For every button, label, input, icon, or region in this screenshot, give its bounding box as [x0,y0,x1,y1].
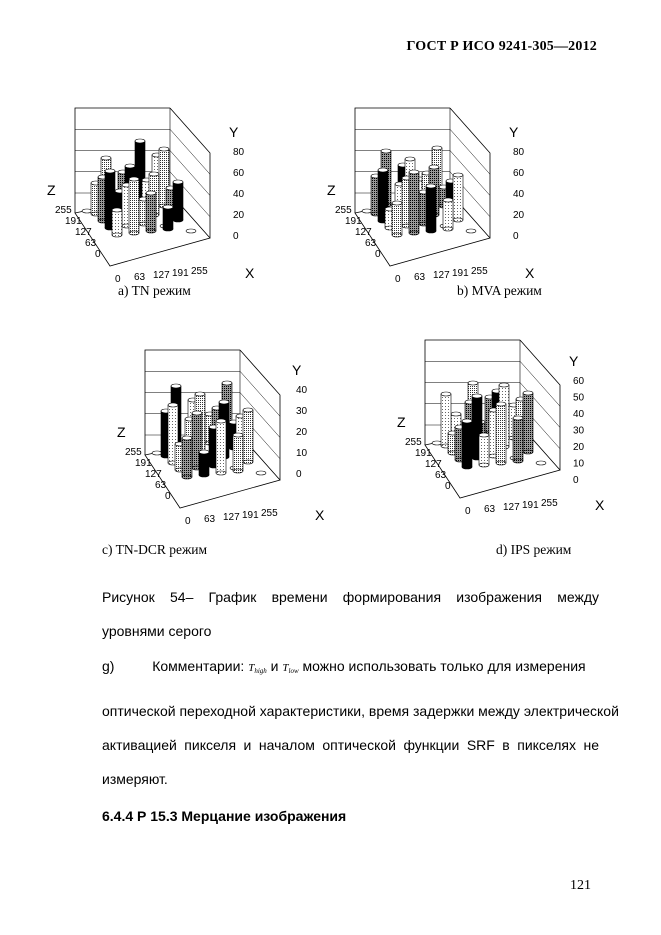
comment-lead: Комментарии: [152,658,245,674]
figure-caption-line2: уровнями серого [102,623,212,639]
y-tick-label: 40 [573,409,585,420]
z-tick-label: 127 [355,227,372,238]
x-tick-label: 191 [522,500,539,511]
z-tick-label: 127 [425,459,442,470]
x-tick-label: 63 [204,514,216,525]
x-tick-label: 127 [153,270,170,281]
t-low: Tlow [282,662,299,675]
z-tick-label: 191 [345,216,362,227]
y-tick-label: 80 [513,147,525,158]
t-high: Thigh [248,662,267,675]
x-tick-label: 127 [503,502,520,513]
z-tick-label: 191 [135,458,152,469]
y-tick-label: 10 [573,458,585,470]
comment-line1: g) Комментарии: Thigh и Tlow можно использовать только для измерения [102,658,586,675]
x-tick-label: 255 [261,508,278,519]
z-tick-label: 255 [55,205,72,216]
z-tick-label: 191 [65,216,82,227]
y-tick-label: 10 [296,448,308,459]
z-tick-label: 127 [145,469,162,480]
section-heading: 6.4.4 Р 15.3 Мерцание изображения [102,808,347,824]
y-tick-label: 0 [296,469,302,480]
z-tick-label: 0 [95,249,101,260]
chart-panel-1 [327,108,535,285]
comment-line4: измеряют. [102,771,168,787]
y-tick-label: 40 [233,189,245,200]
x-axis-label: X [525,265,535,281]
y-tick-label: 40 [513,189,525,200]
comment-line3: активацией пикселя и началом оптической функции SRF в пикселях не [102,737,599,753]
y-tick-label: 20 [573,442,585,453]
x-tick-label: 191 [242,510,259,521]
y-axis-label: Y [569,353,579,369]
x-tick-label: 255 [191,266,208,277]
z-tick-label: 0 [375,249,381,260]
z-tick-label: 191 [415,448,432,459]
x-tick-label: 63 [414,272,426,283]
x-tick-label: 255 [541,498,558,509]
x-tick-label: 255 [471,266,488,277]
z-axis-label: Z [327,182,336,198]
comment-line2: оптической переходной характеристики, время задержки между электрической [102,703,619,719]
y-tick-label: 60 [513,168,525,179]
z-axis-label: Z [397,414,406,430]
x-axis-label: X [245,265,255,281]
x-tick-label: 0 [465,506,471,517]
chart-panel-2 [117,350,325,527]
caption-d: d) IPS режим [496,542,572,557]
y-tick-label: 20 [233,210,245,221]
x-tick-label: 0 [115,274,121,285]
page-number: 121 [570,878,591,893]
z-axis-label: Z [47,182,56,198]
y-tick-label: 50 [573,392,585,404]
z-tick-label: 63 [435,470,447,481]
y-tick-label: 60 [573,376,585,387]
x-axis-label: X [315,507,325,523]
y-tick-label: 20 [513,210,525,221]
x-tick-label: 63 [134,272,146,283]
y-axis-label: Y [292,362,302,378]
figure-caption-line1: Рисунок 54– График времени формирования изображения между [102,589,599,605]
x-tick-label: 63 [484,504,496,515]
y-tick-label: 60 [233,168,245,179]
x-tick-label: 127 [223,512,240,523]
x-tick-label: 191 [452,268,469,279]
caption-a: a) TN режим [118,283,191,298]
x-tick-label: 191 [172,268,189,279]
x-tick-label: 0 [395,274,401,285]
chart-panel-0 [47,108,255,285]
y-axis-label: Y [229,124,239,140]
y-axis-label: Y [509,124,519,140]
caption-b: b) MVA режим [457,283,542,298]
y-tick-label: 80 [233,147,245,158]
z-tick-label: 0 [445,481,451,492]
comment-marker: g) [102,658,115,674]
z-tick-label: 127 [75,227,92,238]
caption-c: c) TN-DCR режим [102,542,208,557]
x-tick-label: 0 [185,516,191,527]
document-header: ГОСТ Р ИСО 9241-305—2012 [406,39,597,54]
y-tick-label: 30 [296,406,308,417]
chart-panel-3 [397,340,605,517]
x-axis-label: X [595,497,605,513]
z-tick-label: 63 [155,480,167,491]
y-tick-label: 0 [513,231,519,242]
z-tick-label: 63 [85,238,97,249]
y-tick-label: 20 [296,427,308,438]
z-tick-label: 255 [405,437,422,448]
z-tick-label: 63 [365,238,377,249]
z-axis-label: Z [117,424,126,440]
y-tick-label: 40 [296,385,308,396]
y-tick-label: 0 [573,475,579,486]
y-tick-label: 30 [573,425,585,437]
z-tick-label: 0 [165,491,171,502]
z-tick-label: 255 [335,205,352,216]
y-tick-label: 0 [233,231,239,242]
x-tick-label: 127 [433,270,450,281]
z-tick-label: 255 [125,447,142,458]
